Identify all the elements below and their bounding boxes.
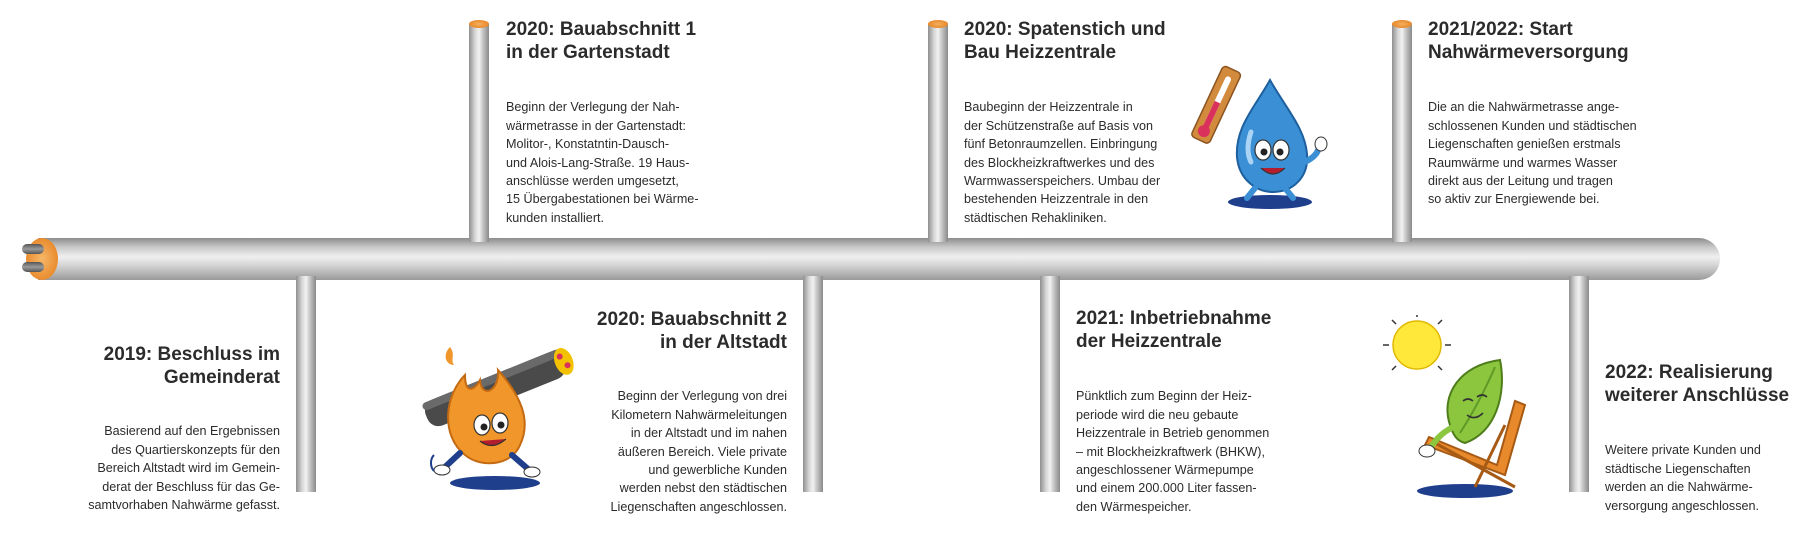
connector-2020-spatenstich <box>928 24 948 242</box>
connector-2020-bauabschnitt-2 <box>803 276 823 492</box>
event-title-2019: 2019: Beschluss im Gemeinderat <box>103 344 280 388</box>
connector-2022-realisierung <box>1569 276 1589 492</box>
event-text-2022-realisierung: Weitere private Kunden und städtische Liegenschaften werden an die Nahwärme- versorgung angeschlossen. <box>1605 443 1761 513</box>
thermometer-icon <box>1191 65 1242 144</box>
event-title-2022-realisierung: 2022: Realisierung weiterer Anschlüsse <box>1605 362 1790 406</box>
event-text-2020-bauabschnitt-1: Beginn der Verlegung der Nah- wärmetrasse in der Gartenstadt: Molitor-, Konstatntin-Dausch- und Alois-Lang-Straße. 19 Haus- anschlüsse werden umgesetzt, 15 Übergabestationen bei Wärme- kunden installiert. <box>506 100 699 225</box>
main-heating-pipe <box>38 238 1720 280</box>
connector-2019-beschluss <box>296 276 316 492</box>
connector-2020-bauabschnitt-1 <box>469 24 489 242</box>
leaf-shadow <box>1417 484 1513 498</box>
event-title-2021-2022-start: 2021/2022: Start Nahwärmeversorgung <box>1428 19 1629 63</box>
drop-shadow <box>1228 195 1312 209</box>
flame-mascot-illustration <box>420 335 595 495</box>
event-text-2021-inbetriebnahme: Pünktlich zum Beginn der Heiz- periode wird die neu gebaute Heizzentrale in Betrieb genommen – mit Blockheizkraftwerk (BHKW), angeschlossener Wärmepumpe und einem 200.000 Liter fassen- den Wärmespeicher. <box>1076 389 1270 514</box>
leaf-mascot-illustration <box>1365 315 1565 500</box>
pipe-inlet-lower <box>22 262 44 272</box>
event-title-2020-bauabschnitt-1: 2020: Bauabschnitt 1 in der Gartenstadt <box>506 19 697 63</box>
connector-cap <box>928 20 948 28</box>
event-text-2020-spatenstich: Baubeginn der Heizzentrale in der Schützenstraße auf Basis von fünf Betonraumzellen. Einbringung des Blockheizkraftwerkes und des Warmwasserspeichers. Umbau der bestehenden Heizzentrale in den städtischen Rehakliniken. <box>964 100 1161 225</box>
event-title-2021-inbetriebnahme: 2021: Inbetriebnahme der Heizzentrale <box>1076 308 1272 352</box>
flame-shadow <box>450 476 540 490</box>
sun-icon <box>1383 315 1451 370</box>
connector-2021-2022-start <box>1392 24 1412 242</box>
leaf-body <box>1447 360 1501 443</box>
water-drop-mascot-illustration <box>1185 62 1345 212</box>
connector-cap <box>1392 20 1412 28</box>
connector-cap <box>469 20 489 28</box>
event-text-2020-bauabschnitt-2: Beginn der Verlegung von drei Kilometern Nahwärmeleitungen in der Altstadt und im nahen äußeren Bereich. Viele private und gewerbliche Kunden werden nebst den städtischen Liegenschaften angeschlossen. <box>610 389 787 514</box>
event-title-2020-bauabschnitt-2: 2020: Bauabschnitt 2 in der Altstadt <box>596 309 787 353</box>
pipe-inlet-upper <box>22 244 44 254</box>
event-text-2021-2022-start: Die an die Nahwärmetrasse ange- schlossenen Kunden und städtischen Liegenschaften genießen erstmals Raumwärme und warmes Wasser direkt aus der Leitung und tragen so aktiv zur Energiewende bei. <box>1428 100 1637 207</box>
connector-2021-inbetriebnahme <box>1040 276 1060 492</box>
event-text-2019: Basierend auf den Ergebnissen des Quartierskonzepts für den Bereich Altstadt wird im Gemein- derat der Beschluss für das Ge- samtvorhaben Nahwärme gefasst. <box>88 424 280 513</box>
event-title-2020-spatenstich: 2020: Spatenstich und Bau Heizzentrale <box>964 19 1166 63</box>
